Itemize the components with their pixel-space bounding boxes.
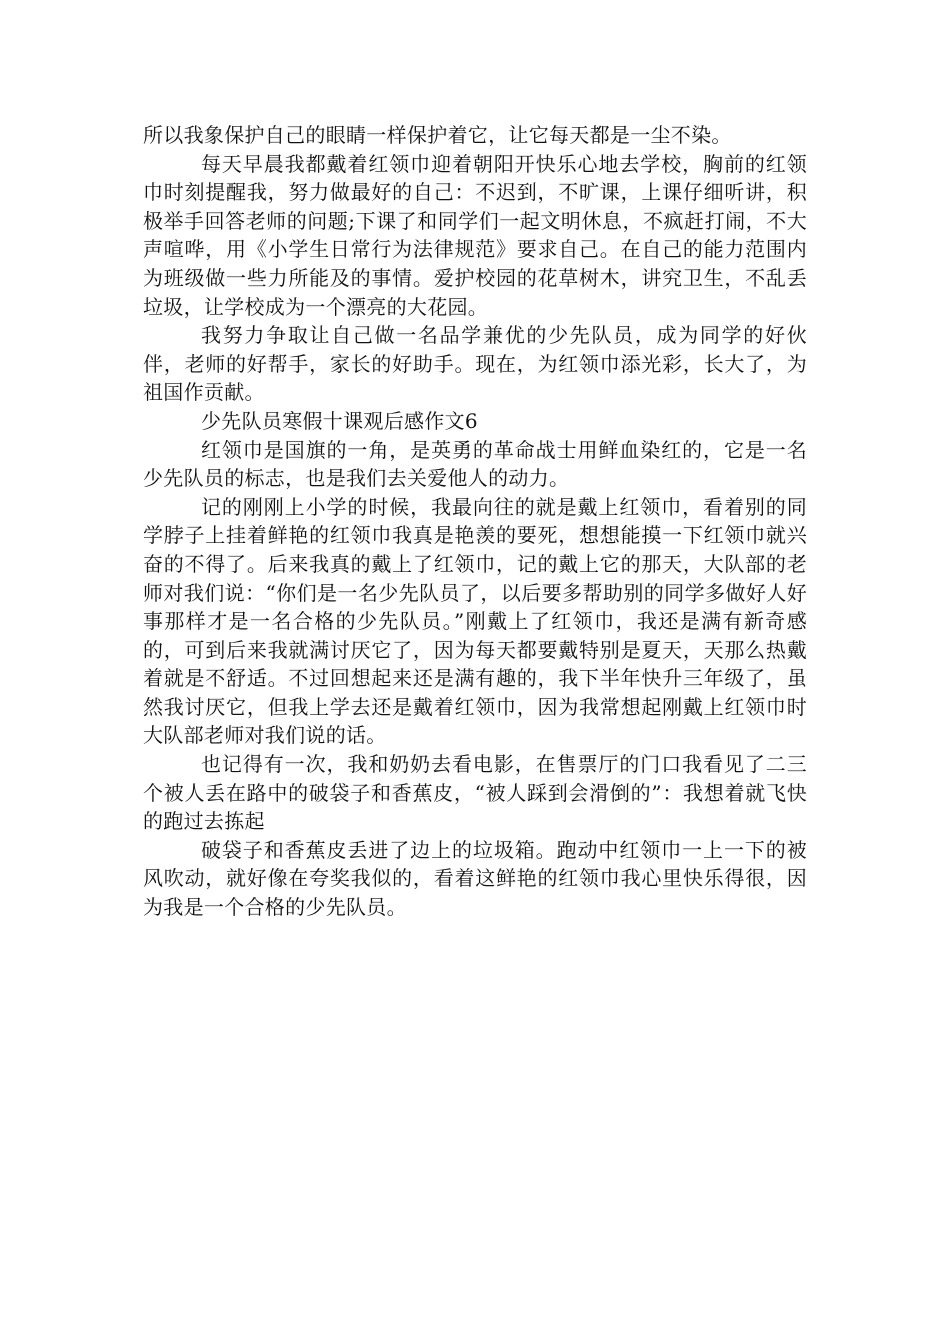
paragraph: 也记得有一次，我和奶奶去看电影，在售票厅的门口我看见了二三个被人丢在路中的破袋子和香蕉皮，“被人踩到会滑倒的”：我想着就飞快的跑过去拣起 bbox=[143, 752, 807, 834]
paragraph: 我努力争取让自己做一名品学兼优的少先队员，成为同学的好伙伴，老师的好帮手，家长的好助手。现在，为红领巾添光彩，长大了，为祖国作贡献。 bbox=[143, 323, 807, 405]
paragraph-continuation: 所以我象保护自己的眼睛一样保护着它，让它每天都是一尘不染。 bbox=[143, 123, 732, 147]
paragraph: 红领巾是国旗的一角，是英勇的革命战士用鲜血染红的，它是一名少先队员的标志，也是我们去关爱他人的动力。 bbox=[143, 437, 807, 491]
document-body bbox=[143, 121, 807, 922]
paragraph: 破袋子和香蕉皮丢进了边上的垃圾箱。跑动中红领巾一上一下的被风吹动，就好像在夸奖我似的，看着这鲜艳的红领巾我心里快乐得很，因为我是一个合格的少先队员。 bbox=[143, 837, 807, 920]
paragraph: 记的刚刚上小学的时候，我最向往的就是戴上红领巾，看着别的同学脖子上挂着鲜艳的红领巾我真是艳羡的要死，想想能摸一下红领巾就兴奋的不得了。后来我真的戴上了红领巾，记的戴上它的那天，大队部的老师对我们说：“你们是一名少先队员了，以后要多帮助别的同学多做好人好事那样才是一名合格的少先队员。”刚戴上了红领巾，我还是满有新奇感的，可到后来我就满讨厌它了，因为每天都要戴特别是夏天，天那么热戴着就是不舒适。不过回想起来还是满有趣的，我下半年快升三年级了，虽然我讨厌它，但我上学去还是戴着红领巾，因为我常想起刚戴上红领巾时大队部老师对我们说的话。 bbox=[143, 494, 807, 748]
section-title: 少先队员寒假十课观后感作文6 bbox=[201, 408, 478, 433]
paragraph: 每天早晨我都戴着红领巾迎着朝阳开快乐心地去学校，胸前的红领巾时刻提醒我，努力做最好的自己：不迟到，不旷课，上课仔细听讲，积极举手回答老师的问题;下课了和同学们一起文明休息，不疯赶打闹，不大声喧哗，用《小学生日常行为法律规范》要求自己。在自己的能力范围内为班级做一些力所能及的事情。爱护校园的花草树木，讲究卫生，不乱丢垃圾，让学校成为一个漂亮的大花园。 bbox=[143, 151, 807, 319]
